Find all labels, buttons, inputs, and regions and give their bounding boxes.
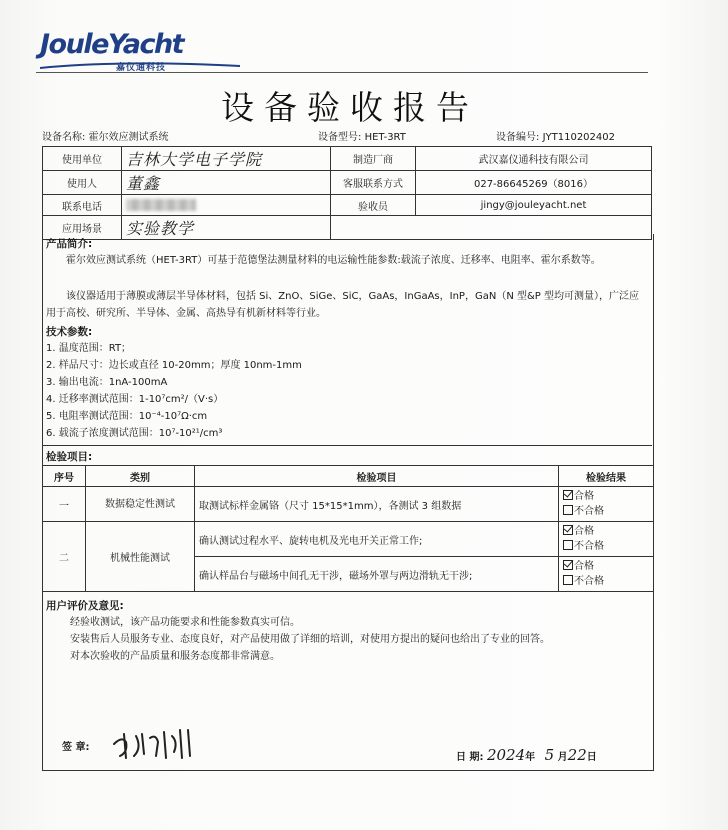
date-year: 2024: [486, 746, 526, 764]
manufacturer-label: 制造厂商: [331, 147, 416, 171]
user-label: 使用人: [43, 171, 122, 195]
manufacturer-value: 武汉嘉仪通科技有限公司: [416, 147, 652, 171]
intro-paragraph-1: 霍尔效应测试系统（HET-3RT）可基于范德堡法测量材料的电运输性能参数:载流子浓度、迁移率、电阻率、霍尔系数等。: [66, 255, 601, 266]
table-row: [43, 147, 652, 171]
specs-heading: 技术参数:: [46, 326, 93, 338]
evaluation-heading: 用户评价及意见:: [46, 600, 124, 612]
col-result: 检验结果: [559, 466, 654, 487]
evaluation-line-1: 经验收测试，该产品功能要求和性能参数真实可信。: [70, 617, 300, 628]
user-value: 董鑫: [122, 171, 331, 195]
spec-item-4: 4. 迁移率测试范围：1-10⁷cm²/（V·s）: [46, 394, 224, 405]
row-item: 确认样品台与磁场中间孔无干涉，磁场外罩与两边滑轨无干涉;: [195, 557, 559, 592]
row-result: [559, 487, 654, 522]
year-unit: 年: [525, 752, 536, 763]
table-row: [43, 171, 652, 195]
info-table: [42, 146, 652, 240]
row-seq: 一: [43, 487, 86, 522]
intro-paragraph-2: 该仪器适用于薄膜或薄层半导体材料，包括 Si、ZnO、SiGe、SiC，GaAs，InGaAs，InP，GaN（N 型&P 型均可测量），广泛应用于高校、研究所、半导体、金属、高热导有机新材料等行业。: [46, 291, 639, 319]
pass-checkbox[interactable]: 合格: [563, 559, 649, 574]
checked-box-icon: [563, 490, 573, 500]
header-rule: [36, 72, 648, 73]
user-unit-value: 吉林大学电子学院: [122, 147, 331, 171]
device-model-label: 设备型号:: [318, 132, 362, 143]
signing-date: [456, 746, 597, 764]
device-serial-label: 设备编号:: [496, 132, 540, 143]
inspection-heading: 检验项目:: [46, 451, 93, 463]
fail-checkbox[interactable]: 不合格: [563, 539, 649, 554]
row-seq: 二: [43, 522, 86, 592]
service-value: 027-86645269（8016）: [416, 171, 652, 195]
row-category: 数据稳定性测试: [86, 487, 195, 522]
device-model-value: HET-3RT: [364, 132, 406, 143]
empty-box-icon: [563, 540, 573, 550]
spec-item-1: 1. 温度范围：RT；: [46, 343, 132, 354]
spec-item-6: 6. 载流子浓度测试范围：10⁷-10²¹/cm³: [46, 428, 223, 439]
spec-item-3: 3. 输出电流：1nA-100mA: [46, 377, 168, 388]
empty-box-icon: [563, 575, 573, 585]
row-item: 取测试标样金属铬（尺寸 15*15*1mm），各测试 3 组数据: [195, 487, 559, 522]
month-unit: 月: [557, 752, 568, 763]
scenario-label: 应用场景: [43, 216, 122, 240]
pass-checkbox[interactable]: 合格: [563, 524, 649, 539]
acceptor-value: jingy@jouleyacht.net: [416, 195, 652, 216]
row-result: [559, 557, 654, 592]
phone-label: 联系电话: [43, 195, 122, 216]
device-serial-value: JYT110202402: [542, 132, 615, 143]
fail-checkbox[interactable]: 不合格: [563, 504, 649, 519]
checked-box-icon: [563, 525, 573, 535]
scenario-value: 实验教学: [122, 216, 331, 240]
date-label: 日 期:: [456, 752, 484, 763]
inspection-table: [42, 465, 654, 592]
pass-checkbox[interactable]: 合格: [563, 489, 649, 504]
device-name-value: 霍尔效应测试系统: [88, 132, 169, 143]
document-title: 设备验收报告: [221, 88, 479, 127]
row-category: 机械性能测试: [86, 522, 195, 592]
brand-logo: [40, 30, 200, 75]
evaluation-line-3: 对本次验收的产品质量和服务态度都非常满意。: [70, 651, 280, 662]
col-seq: 序号: [43, 466, 86, 487]
logo-text: JouleYacht: [40, 29, 184, 60]
logo-subtitle: 嘉仪通科技: [116, 63, 167, 73]
spec-item-5: 5. 电阻率测试范围：10⁻⁴-10⁷Ω·cm: [46, 411, 208, 422]
date-month: 5: [544, 746, 555, 764]
divider: [42, 445, 652, 446]
spec-item-2: 2. 样品尺寸：边长或直径 10-20mm；厚度 10nm-1mm: [46, 360, 302, 371]
handwritten-signature: [108, 722, 198, 762]
phone-value-redacted: [122, 195, 331, 216]
table-row: [43, 195, 652, 216]
intro-heading: 产品简介:: [46, 238, 93, 250]
day-unit: 日: [586, 752, 597, 763]
date-day: 22: [567, 746, 587, 764]
table-row: [43, 522, 654, 557]
fail-checkbox[interactable]: 不合格: [563, 574, 649, 589]
row-item: 确认测试过程水平、旋转电机及光电开关正常工作;: [195, 522, 559, 557]
user-unit-label: 使用单位: [43, 147, 122, 171]
col-category: 类别: [86, 466, 195, 487]
empty-box-icon: [563, 505, 573, 515]
device-name-label: 设备名称:: [42, 132, 86, 143]
table-header-row: [43, 466, 654, 487]
device-serial-field: [496, 128, 615, 143]
evaluation-line-2: 安装售后人员服务专业、态度良好，对产品使用做了详细的培训，对使用方提出的疑问也给出了专业的回答。: [70, 634, 550, 645]
checked-box-icon: [563, 560, 573, 570]
table-row: [43, 487, 654, 522]
acceptor-label: 验收员: [331, 195, 416, 216]
device-model-field: [318, 128, 406, 143]
row-result: [559, 522, 654, 557]
device-name-field: [42, 128, 169, 143]
service-label: 客服联系方式: [331, 171, 416, 195]
col-item: 检验项目: [195, 466, 559, 487]
signature-label: 签 章:: [62, 742, 90, 753]
